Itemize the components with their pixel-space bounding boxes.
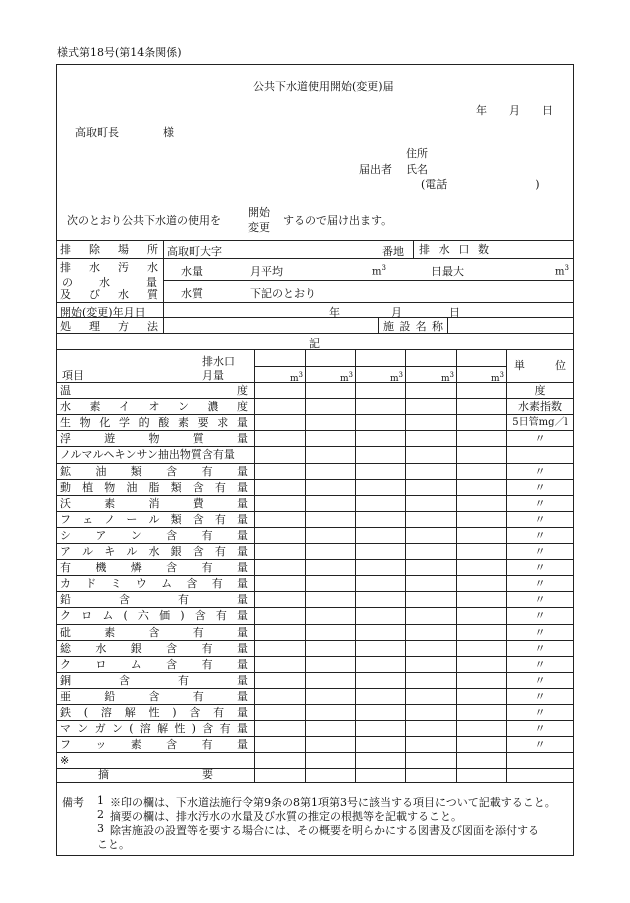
table-row-item-name: 有 機 燐 含 有 量 (60, 561, 248, 575)
rule (56, 672, 574, 673)
cubic-meter-unit: $m^3$ (491, 371, 505, 384)
method-label: 処 理 方 法 (60, 320, 158, 333)
rule (56, 240, 574, 241)
table-row-item-name: マ ン ガ ン ( 溶 解 性 ) 含 有 量 (60, 722, 248, 736)
rule (56, 575, 574, 576)
table-row-unit: 〃 (534, 625, 546, 639)
table-row-item-name: フ ェ ノ ー ル 類 含 有 量 (60, 512, 248, 526)
start-day: 日 (449, 306, 460, 319)
wastewater-label-water: 水 (99, 276, 110, 289)
table-row-unit: 〃 (534, 593, 546, 607)
rule (56, 479, 574, 480)
monthly-avg-label: 月平均 (250, 265, 283, 278)
note-3-cont: こと。 (97, 838, 130, 851)
outlet-count-label: 排 水 口 数 (419, 243, 489, 256)
table-row-unit: 〃 (534, 464, 546, 478)
table-row-unit: 〃 (534, 673, 546, 687)
rule (56, 527, 574, 528)
table-row-unit: 〃 (534, 496, 546, 510)
table-row-unit: 〃 (534, 706, 546, 719)
rule (163, 280, 574, 281)
table-row-unit: 〃 (534, 609, 546, 623)
rule (413, 240, 414, 258)
water-volume-label: 水量 (181, 265, 203, 278)
cubic-meter-unit: $m^3$ (340, 371, 354, 384)
phone-label: (電話 ) (421, 178, 540, 191)
wastewater-label-volume: 量 (146, 276, 157, 289)
rule (56, 782, 574, 783)
table-row-item-name: 亜 鉛 含 有 量 (60, 689, 248, 703)
table-row-unit: 〃 (534, 528, 546, 542)
wastewater-label-1: 排 水 汚 水 (60, 261, 158, 274)
table-row-unit: 〃 (534, 432, 546, 446)
table-row-item-name: ※ (60, 754, 70, 768)
intro-after: するので届け出ます。 (283, 214, 393, 227)
intro-option-change: 変更 (248, 221, 270, 234)
notes-label: 備考 (62, 796, 84, 809)
table-row-item-name: フ ッ 素 含 有 量 (60, 738, 248, 752)
rule (56, 463, 574, 464)
facility-label: 施 設 名 称 (383, 320, 443, 333)
rule (56, 430, 574, 431)
cubic-meter-unit: $m^3$ (372, 264, 386, 278)
address-label: 住所 (406, 147, 428, 160)
note-1-number: 1 (97, 794, 104, 807)
intro-option-start: 開始 (248, 206, 270, 219)
rule (56, 591, 574, 592)
rule (56, 704, 574, 705)
summary-label: 摘 要 (98, 768, 213, 781)
table-row-item-name: ノルマルヘキンサン抽出物質含有量 (60, 448, 235, 462)
table-row-item-name: 総 水 銀 含 有 量 (60, 641, 248, 655)
table-row-unit: 〃 (534, 561, 546, 575)
table-row-item-name: ク ロ ム ( 六 価 ) 含 有 量 (60, 609, 248, 623)
table-row-item-name: 浮 遊 物 質 量 (60, 432, 248, 446)
rule (56, 258, 574, 259)
location-label: 排 除 場 所 (60, 243, 158, 256)
reporter-label: 届出者 (359, 163, 392, 176)
note-3: 除害施設の設置等を要する場合には、その概要を明らかにする図書及び図面を添付する (110, 824, 539, 837)
table-row-item-name: カ ド ミ ウ ム 含 有 量 (60, 577, 248, 591)
start-date-label: 開始(変更)年月日 (60, 306, 146, 319)
name-label: 氏名 (406, 163, 428, 176)
table-row-item-name: 砒 素 含 有 量 (60, 625, 248, 639)
table-row-item-name: 温 度 (60, 384, 248, 397)
start-year: 年 (329, 306, 340, 319)
item-header: 項目 (62, 369, 84, 382)
unit-header: 単 位 (514, 359, 566, 372)
wastewater-label-no: の (62, 276, 73, 289)
table-row-item-name: 沃 素 消 費 量 (60, 496, 248, 510)
rule (56, 511, 574, 512)
rule (56, 640, 574, 641)
rule (56, 720, 574, 721)
wastewater-label-3: 及 び 水 質 (60, 288, 158, 301)
table-row-unit: 〃 (534, 512, 546, 526)
table-row-item-name: 鉛 含 有 量 (60, 593, 248, 607)
table-row-unit: 〃 (534, 657, 546, 671)
addressee: 高取町長 様 (75, 126, 174, 139)
rule (56, 559, 574, 560)
rule (56, 656, 574, 657)
rule (56, 398, 574, 399)
intro-before: 次のとおり公共下水道の使用を (67, 214, 221, 227)
quality-value: 下記のとおり (250, 287, 316, 300)
table-row-unit: 度 (534, 384, 546, 397)
month-header: 月量 (202, 369, 224, 382)
table-row-unit: 〃 (534, 480, 546, 494)
table-row-item-name: 鉱 油 類 含 有 量 (60, 464, 248, 478)
cubic-meter-unit: $m^3$ (290, 371, 304, 384)
rule (56, 333, 574, 334)
table-row-item-name: シ ア ン 含 有 量 (60, 528, 248, 542)
table-row-unit: 〃 (534, 577, 546, 591)
rule (56, 624, 574, 625)
start-month: 月 (391, 306, 402, 319)
table-row-unit: 5日管mg／l (512, 417, 568, 429)
table-row-unit: 〃 (534, 738, 546, 752)
rule (56, 414, 574, 415)
note-1: ※印の欄は、下水道法施行令第9条の8第1項第3号に該当する項目について記載すること。 (110, 796, 556, 809)
rule (56, 543, 574, 544)
note-3-number: 3 (97, 822, 104, 835)
cubic-meter-unit: $m^3$ (555, 264, 569, 278)
cubic-meter-unit: $m^3$ (441, 371, 455, 384)
rule (56, 495, 574, 496)
table-row-item-name: ア ル キ ル 水 銀 含 有 量 (60, 545, 248, 558)
table-row-item-name: 銅 含 有 量 (60, 673, 248, 687)
outlet-header: 排水口 (202, 355, 235, 368)
table-row-item-name: 生 物 化 学 的 酸 素 要 求 量 (60, 416, 248, 430)
location-value: 高取町大字 (167, 245, 222, 258)
table-row-item-name: 鉄 ( 溶 解 性 ) 含 有 量 (60, 706, 248, 719)
table-row-unit: 〃 (534, 689, 546, 703)
cubic-meter-unit: $m^3$ (390, 371, 404, 384)
table-row-unit: 〃 (534, 722, 546, 736)
water-quality-label: 水質 (181, 287, 203, 300)
table-row-unit: 水素指数 (518, 400, 562, 414)
record-label: 記 (309, 337, 320, 350)
table-row-item-name: 水 素 イ オ ン 濃 度 (60, 400, 248, 414)
rule (56, 752, 574, 753)
note-2: 摘要の欄は、排水汚水の水量及び水質の推定の根拠等を記載すること。 (110, 810, 462, 823)
form-number: 様式第18号(第14条関係) (57, 46, 182, 59)
rule (56, 607, 574, 608)
daily-max-label: 日最大 (431, 265, 464, 278)
note-2-number: 2 (97, 808, 104, 821)
table-row-item-name: ク ロ ム 含 有 量 (60, 657, 248, 671)
table-row-unit: 〃 (534, 641, 546, 655)
rule (56, 302, 574, 303)
banchi-label: 番地 (382, 245, 404, 258)
date-line: 年 月 日 (476, 104, 553, 117)
rule (254, 366, 506, 367)
rule (56, 688, 574, 689)
form-title: 公共下水道使用開始(変更)届 (253, 80, 394, 93)
rule (163, 240, 164, 333)
rule (447, 317, 448, 333)
table-row-item-name: 動 植 物 油 脂 類 含 有 量 (60, 480, 248, 494)
table-row-unit: 〃 (534, 545, 546, 558)
rule (378, 317, 379, 333)
